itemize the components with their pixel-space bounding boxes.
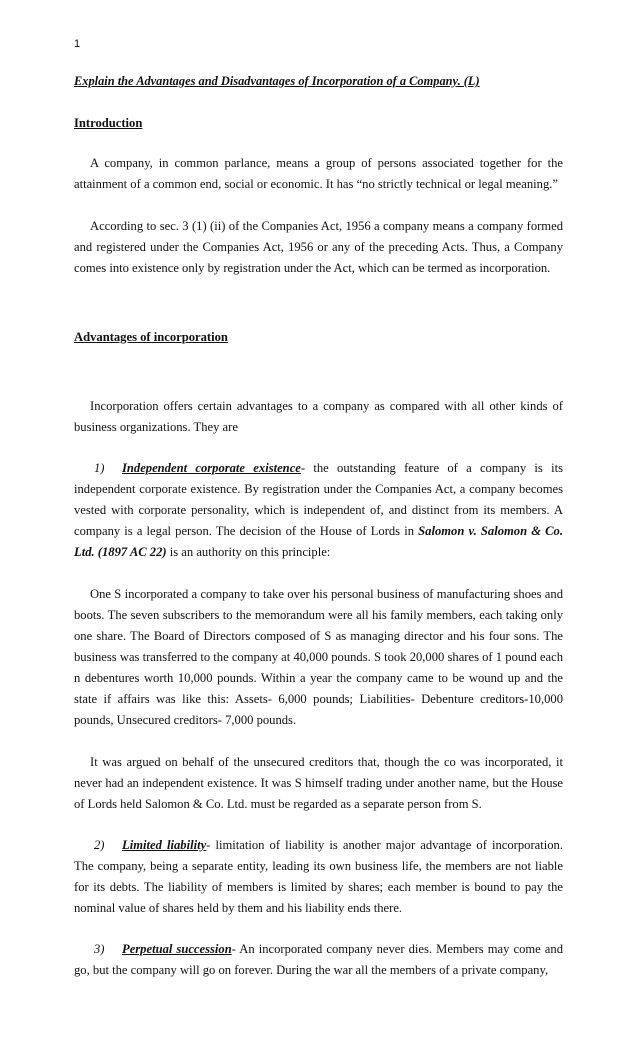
introduction-heading: Introduction [74,116,143,130]
item-number: 1) [94,461,105,475]
item-text: - the outstanding feature of a company is its independent corporate existence. By registration under the Companies Act, a company becomes vested with corporate personality, which is independent of, and distinct from its members. A company is a legal person. The decision of the House of Lords in [74,461,563,538]
page-number: 1 [74,38,81,50]
salomon-held-paragraph: It was argued on behalf of the unsecured creditors that, though the co was incorporated, it never had an independent existence. It was S himself trading under another name, but the House of Lords held Salomon & Co. Ltd. must be regarded as a separate person from S. [74,755,563,811]
salomon-facts-paragraph: One S incorporated a company to take over his personal business of manufacturing shoes and boots. The seven subscribers to the memorandum were all his family members, each taking only one share. The Board of Directors composed of S as managing director and his four sons. The business was transferred to the company at 40,000 pounds. S took 20,000 shares of 1 pound each n debentures worth 10,000 pounds. Within a year the company came to be wound up and the state if affairs was like this: Assets- 6,000 pounds; Liabilities- Debenture creditors-10,000 pounds, Unsecured creditors- 7,000 pounds. [74,587,563,727]
advantage-item-2 [74,835,563,919]
item-term: Perpetual succession [122,942,232,956]
advantage-item-3 [74,939,563,981]
item-text: - An incorporated company never dies. Members may come and go, but the company will go on forever. During the war all the members of a private company, [74,942,563,977]
introduction-paragraph-1: A company, in common parlance, means a group of persons associated together for the attainment of a common end, social or economic. It has “no strictly technical or legal meaning.” [74,156,563,191]
item-number: 2) [94,838,105,852]
item-text: - limitation of liability is another major advantage of incorporation. The company, being a separate entity, leading its own business life, the members are not liable for its debts. The liability of members is limited by shares; each member is bound to pay the nominal value of shares held by them and his liability ends there. [74,838,563,915]
advantage-item-1 [74,458,563,563]
case-citation: Salomon v. Salomon & Co. Ltd. (1897 AC 22) [74,524,563,559]
item-text-end: is an authority on this principle: [166,545,331,559]
advantages-heading: Advantages of incorporation [74,330,228,344]
item-term: Limited liability [122,838,207,852]
item-term: Independent corporate existence [122,461,301,475]
introduction-paragraph-2: According to sec. 3 (1) (ii) of the Companies Act, 1956 a company means a company formed and registered under the Companies Act, 1956 or any of the preceding Acts. Thus, a Company comes into existence only by registration under the Act, which can be termed as incorporation. [74,219,563,275]
document-title: Explain the Advantages and Disadvantages of Incorporation of a Company. (L) [74,74,480,88]
document-body [74,71,563,981]
advantages-intro-paragraph: Incorporation offers certain advantages to a company as compared with all other kinds of business organizations. They are [74,399,563,434]
item-number: 3) [94,942,105,956]
